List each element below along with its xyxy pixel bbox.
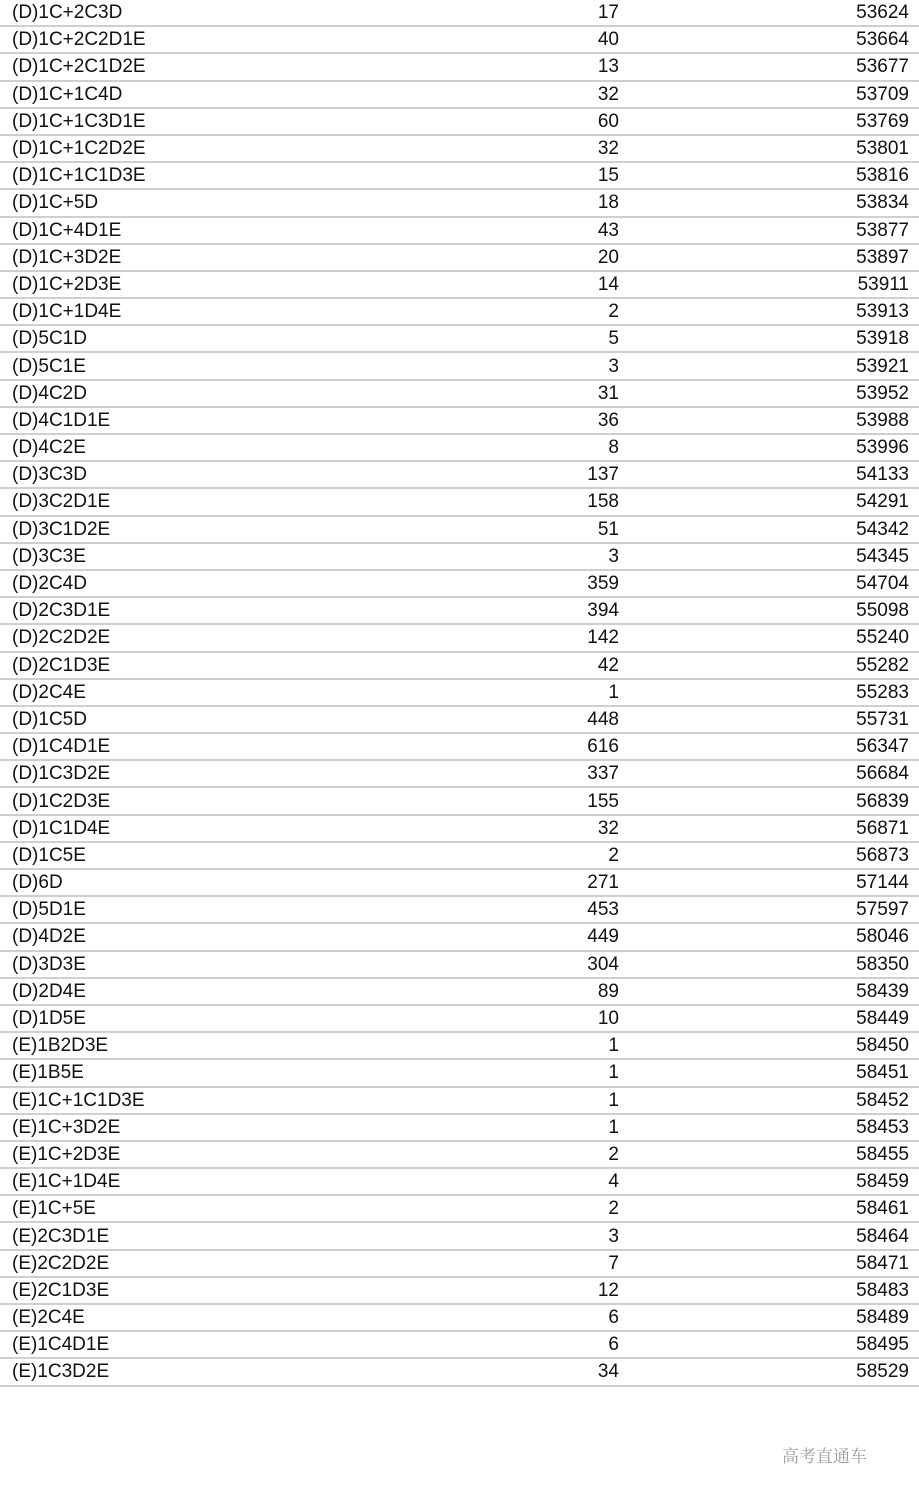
table-row: [0, 816, 919, 843]
table-row: [0, 1169, 919, 1196]
combination-cell: (D)3C3D: [12, 464, 87, 486]
cumulative-cell: 53709: [856, 83, 909, 105]
cumulative-cell: 57144: [856, 872, 909, 894]
table-row: [0, 1223, 919, 1250]
count-cell: 89: [597, 980, 619, 1002]
table-row: [0, 1332, 919, 1359]
combination-cell: (D)1C+5D: [12, 192, 99, 214]
cumulative-cell: 53801: [856, 138, 909, 160]
table-row: [0, 1251, 919, 1278]
combination-cell: (E)2C4E: [12, 1307, 85, 1329]
combination-cell: (D)3D3E: [12, 953, 86, 975]
count-cell: 12: [597, 1279, 619, 1301]
count-cell: 142: [587, 627, 619, 649]
combination-cell: (E)1B5E: [12, 1062, 84, 1084]
combination-cell: (D)4C2D: [12, 382, 87, 404]
cumulative-cell: 55282: [856, 654, 909, 676]
count-cell: 3: [608, 355, 619, 377]
table-row: [0, 381, 919, 408]
count-cell: 359: [587, 573, 619, 595]
combination-cell: (E)1C+3D2E: [12, 1116, 121, 1138]
table-row: [0, 598, 919, 625]
cumulative-cell: 55098: [856, 600, 909, 622]
combination-cell: (D)1C3D2E: [12, 763, 111, 785]
combination-cell: (E)2C3D1E: [12, 1225, 110, 1247]
count-cell: 40: [597, 29, 619, 51]
count-cell: 17: [597, 2, 619, 24]
combination-cell: (D)1C2D3E: [12, 790, 111, 812]
table-row: [0, 897, 919, 924]
cumulative-cell: 54345: [856, 545, 909, 567]
combination-cell: (D)1C+2C3D: [12, 2, 123, 24]
combination-cell: (D)1C+4D1E: [12, 219, 122, 241]
count-cell: 1: [608, 1116, 619, 1138]
cumulative-cell: 58489: [856, 1307, 909, 1329]
table-row: [0, 136, 919, 163]
combination-cell: (D)1D5E: [12, 1008, 86, 1030]
table-row: [0, 979, 919, 1006]
cumulative-cell: 53988: [856, 409, 909, 431]
cumulative-cell: 58451: [856, 1062, 909, 1084]
cumulative-cell: 54704: [856, 573, 909, 595]
table-row: [0, 163, 919, 190]
cumulative-cell: 53816: [856, 165, 909, 187]
combination-cell: (D)1C+1C4D: [12, 83, 123, 105]
table-row: [0, 761, 919, 788]
table-row: [0, 353, 919, 380]
table-row: [0, 272, 919, 299]
combination-cell: (D)4C1D1E: [12, 409, 111, 431]
cumulative-cell: 58449: [856, 1008, 909, 1030]
combination-cell: (E)2C1D3E: [12, 1279, 110, 1301]
count-cell: 6: [608, 1334, 619, 1356]
count-cell: 337: [587, 763, 619, 785]
cumulative-cell: 53664: [856, 29, 909, 51]
combination-cell: (E)1C3D2E: [12, 1361, 110, 1383]
cumulative-cell: 58471: [856, 1252, 909, 1274]
table-row: [0, 1278, 919, 1305]
count-cell: 155: [587, 790, 619, 812]
combination-cell: (E)1C+2D3E: [12, 1143, 121, 1165]
combination-cell: (D)5C1D: [12, 328, 87, 350]
cumulative-cell: 58452: [856, 1089, 909, 1111]
combination-cell: (D)1C5E: [12, 844, 86, 866]
combination-cell: (D)2C2D2E: [12, 627, 111, 649]
count-cell: 4: [608, 1171, 619, 1193]
combination-cell: (D)2C1D3E: [12, 654, 111, 676]
count-cell: 304: [587, 953, 619, 975]
combination-cell: (D)1C+1D4E: [12, 301, 122, 323]
combination-cell: (D)2C4E: [12, 681, 86, 703]
combination-cell: (D)4D2E: [12, 926, 86, 948]
cumulative-cell: 53624: [856, 2, 909, 24]
count-cell: 3: [608, 1225, 619, 1247]
cumulative-cell: 53897: [856, 246, 909, 268]
table-row: [0, 82, 919, 109]
cumulative-cell: 53677: [856, 56, 909, 78]
count-cell: 2: [608, 844, 619, 866]
table-row: [0, 680, 919, 707]
combination-cell: (D)6D: [12, 872, 63, 894]
count-cell: 2: [608, 1198, 619, 1220]
combination-cell: (D)3C1D2E: [12, 518, 111, 540]
table-row: [0, 1006, 919, 1033]
count-cell: 6: [608, 1307, 619, 1329]
count-cell: 616: [587, 736, 619, 758]
count-cell: 137: [587, 464, 619, 486]
table-row: [0, 843, 919, 870]
combination-cell: (D)2D4E: [12, 980, 86, 1002]
cumulative-cell: 53952: [856, 382, 909, 404]
combination-cell: (D)1C+1C2D2E: [12, 138, 146, 160]
count-cell: 42: [597, 654, 619, 676]
cumulative-cell: 58483: [856, 1279, 909, 1301]
count-cell: 1: [608, 1089, 619, 1111]
table-row: [0, 1060, 919, 1087]
cumulative-cell: 53918: [856, 328, 909, 350]
table-row: [0, 517, 919, 544]
cumulative-cell: 56839: [856, 790, 909, 812]
count-cell: 34: [597, 1361, 619, 1383]
table-row: [0, 788, 919, 815]
cumulative-cell: 58450: [856, 1035, 909, 1057]
count-cell: 453: [587, 899, 619, 921]
cumulative-cell: 58464: [856, 1225, 909, 1247]
count-cell: 449: [587, 926, 619, 948]
count-cell: 2: [608, 301, 619, 323]
table-row: [0, 870, 919, 897]
table-row: [0, 924, 919, 951]
cumulative-cell: 53996: [856, 437, 909, 459]
table-row: [0, 462, 919, 489]
cumulative-cell: 54291: [856, 491, 909, 513]
cumulative-cell: 58529: [856, 1361, 909, 1383]
cumulative-cell: 56684: [856, 763, 909, 785]
table-row: [0, 109, 919, 136]
table-row: [0, 27, 919, 54]
combination-cell: (D)1C+2C1D2E: [12, 56, 146, 78]
count-cell: 3: [608, 545, 619, 567]
table-row: [0, 952, 919, 979]
combination-cell: (D)3C3E: [12, 545, 86, 567]
count-cell: 2: [608, 1143, 619, 1165]
combination-cell: (D)1C+1C3D1E: [12, 110, 146, 132]
cumulative-cell: 53913: [856, 301, 909, 323]
table-row: [0, 1033, 919, 1060]
count-cell: 7: [608, 1252, 619, 1274]
cumulative-cell: 54342: [856, 518, 909, 540]
cumulative-cell: 54133: [856, 464, 909, 486]
table-row: [0, 1305, 919, 1332]
table-row: [0, 544, 919, 571]
table-row: [0, 245, 919, 272]
cumulative-cell: 55240: [856, 627, 909, 649]
table-row: [0, 1115, 919, 1142]
cumulative-cell: 58495: [856, 1334, 909, 1356]
table-row: [0, 489, 919, 516]
count-cell: 51: [597, 518, 619, 540]
cumulative-cell: 58046: [856, 926, 909, 948]
cumulative-cell: 53769: [856, 110, 909, 132]
cumulative-cell: 58350: [856, 953, 909, 975]
cumulative-cell: 53877: [856, 219, 909, 241]
count-cell: 60: [597, 110, 619, 132]
cumulative-cell: 56871: [856, 817, 909, 839]
cumulative-cell: 58459: [856, 1171, 909, 1193]
count-cell: 394: [587, 600, 619, 622]
combination-cell: (D)1C1D4E: [12, 817, 111, 839]
count-cell: 10: [597, 1008, 619, 1030]
cumulative-cell: 53834: [856, 192, 909, 214]
table-row: [0, 1142, 919, 1169]
table-row: [0, 0, 919, 27]
watermark: 高考直通车: [782, 1447, 867, 1467]
table-row: [0, 653, 919, 680]
combination-cell: (D)5D1E: [12, 899, 86, 921]
count-cell: 8: [608, 437, 619, 459]
combination-cell: (D)1C4D1E: [12, 736, 111, 758]
table-row: [0, 707, 919, 734]
combination-cell: (D)1C+2C2D1E: [12, 29, 146, 51]
combination-cell: (D)1C+2D3E: [12, 273, 122, 295]
table-row: [0, 326, 919, 353]
count-cell: 20: [597, 246, 619, 268]
table-row: [0, 218, 919, 245]
combination-cell: (D)2C3D1E: [12, 600, 111, 622]
cumulative-cell: 56347: [856, 736, 909, 758]
combination-cell: (D)1C+3D2E: [12, 246, 122, 268]
count-cell: 36: [597, 409, 619, 431]
cumulative-cell: 57597: [856, 899, 909, 921]
count-cell: 14: [597, 273, 619, 295]
count-cell: 13: [597, 56, 619, 78]
table-row: [0, 299, 919, 326]
combination-cell: (E)2C2D2E: [12, 1252, 110, 1274]
combination-cell: (D)1C5D: [12, 708, 87, 730]
cumulative-cell: 58439: [856, 980, 909, 1002]
cumulative-cell: 58453: [856, 1116, 909, 1138]
count-cell: 32: [597, 83, 619, 105]
count-cell: 32: [597, 138, 619, 160]
combination-cell: (E)1C+5E: [12, 1198, 96, 1220]
table-row: [0, 1359, 919, 1386]
table-row: [0, 1196, 919, 1223]
count-cell: 18: [597, 192, 619, 214]
cumulative-cell: 55283: [856, 681, 909, 703]
cumulative-cell: 58461: [856, 1198, 909, 1220]
table-row: [0, 1088, 919, 1115]
count-cell: 1: [608, 1062, 619, 1084]
count-cell: 271: [587, 872, 619, 894]
count-cell: 1: [608, 1035, 619, 1057]
count-cell: 1: [608, 681, 619, 703]
combination-cell: (D)5C1E: [12, 355, 86, 377]
count-cell: 32: [597, 817, 619, 839]
table-row: [0, 571, 919, 598]
cumulative-cell: 55731: [856, 708, 909, 730]
count-cell: 5: [608, 328, 619, 350]
count-cell: 31: [597, 382, 619, 404]
combination-cell: (E)1C+1D4E: [12, 1171, 121, 1193]
combination-cell: (E)1C+1C1D3E: [12, 1089, 145, 1111]
combination-cell: (D)2C4D: [12, 573, 87, 595]
table-row: [0, 734, 919, 761]
table-row: [0, 408, 919, 435]
count-cell: 43: [597, 219, 619, 241]
count-cell: 448: [587, 708, 619, 730]
combination-cell: (E)1C4D1E: [12, 1334, 110, 1356]
cumulative-cell: 56873: [856, 844, 909, 866]
combination-cell: (D)1C+1C1D3E: [12, 165, 146, 187]
cumulative-cell: 58455: [856, 1143, 909, 1165]
combination-cell: (D)4C2E: [12, 437, 86, 459]
count-cell: 158: [587, 491, 619, 513]
table-row: [0, 625, 919, 652]
cumulative-cell: 53921: [856, 355, 909, 377]
table-row: [0, 190, 919, 217]
count-cell: 15: [597, 165, 619, 187]
cumulative-cell: 53911: [857, 273, 909, 295]
table-row: [0, 435, 919, 462]
combination-cell: (E)1B2D3E: [12, 1035, 109, 1057]
combination-cell: (D)3C2D1E: [12, 491, 111, 513]
table-row: [0, 54, 919, 81]
